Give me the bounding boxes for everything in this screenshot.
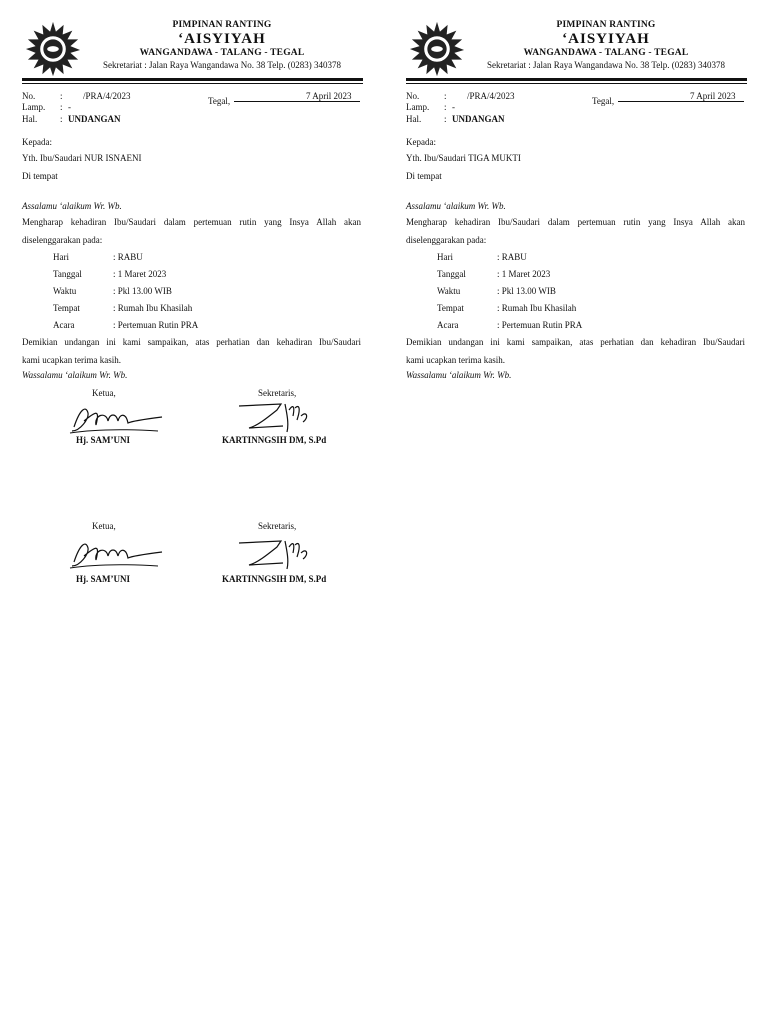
greeting: Assalamu ‘alaikum Wr. Wb. [22,201,122,211]
detail-label-acara: Acara [437,320,459,330]
intro-line2: diselenggarakan pada: [406,235,487,245]
farewell: Wassalamu ‘alaikum Wr. Wb. [22,370,128,380]
intro-line1: Mengharap kehadiran Ibu/Saudari dalam pertemuan rutin yang Insya Allah akan [406,217,745,227]
hal-value: UNDANGAN [68,114,121,124]
sekretaris-title-2: Sekretaris, [258,521,297,531]
ketua-title: Ketua, [92,388,116,398]
hal-label: Hal. [406,114,422,124]
sekretaris-name: KARTINNGSIH DM, S.Pd [222,435,327,445]
detail-label-tempat: Tempat [53,303,80,313]
lamp-value: - [68,102,71,112]
lamp-label: Lamp. [406,102,430,112]
sekretaris-signature-icon [237,400,317,434]
detail-label-tanggal: Tanggal [53,269,82,279]
header-rule-thick [22,78,363,81]
no-label: No. [406,91,420,101]
letter-date: 7 April 2023 [690,91,736,101]
place: Tegal, [208,96,231,106]
detail-value-acara: : Pertemuan Rutin PRA [497,320,583,330]
sekretaris-name-2: KARTINNGSIH DM, S.Pd [222,574,327,584]
org-location: WANGANDAWA - TALANG - TEGAL [523,48,689,58]
sekretaris-title: Sekretaris, [258,388,297,398]
org-address: Sekretariat : Jalan Raya Wangandawa No. 38 Telp. (0283) 340378 [103,60,341,70]
lamp-colon: : [60,102,63,112]
hal-label: Hal. [22,114,38,124]
no-label: No. [22,91,36,101]
detail-label-waktu: Waktu [437,286,461,296]
no-colon: : [60,91,63,101]
lamp-colon: : [444,102,447,112]
detail-value-tempat: : Rumah Ibu Khasilah [497,303,577,313]
place: Tegal, [592,96,615,106]
letter-date: 7 April 2023 [306,91,352,101]
org-name: ‘AISYIYAH [562,31,650,47]
detail-label-tanggal: Tanggal [437,269,466,279]
ketua-name: Hj. SAM’UNI [76,435,130,445]
ketua-title-2: Ketua, [92,521,116,531]
ketua-signature-2-icon [66,538,166,570]
closing-line1: Demikian undangan ini kami sampaikan, atas perhatian dan kehadiran Ibu/Saudari [406,337,745,347]
sekretaris-signature-2-icon [237,537,317,571]
closing-line2: kami ucapkan terima kasih. [22,355,121,365]
di-tempat: Di tempat [406,171,442,181]
di-tempat: Di tempat [22,171,58,181]
detail-label-tempat: Tempat [437,303,464,313]
lamp-label: Lamp. [22,102,46,112]
org-address: Sekretariat : Jalan Raya Wangandawa No. 38 Telp. (0283) 340378 [487,60,725,70]
closing-line2: kami ucapkan terima kasih. [406,355,505,365]
detail-label-hari: Hari [53,252,69,262]
no-value: /PRA/4/2023 [83,91,131,101]
detail-label-acara: Acara [53,320,75,330]
farewell: Wassalamu ‘alaikum Wr. Wb. [406,370,512,380]
date-underline [618,101,744,102]
header-rule-thick [406,78,747,81]
ketua-name-2: Hj. SAM’UNI [76,574,130,584]
detail-value-hari: : RABU [113,252,143,262]
ketua-signature-icon [66,403,166,435]
org-line1: PIMPINAN RANTING [172,20,272,30]
intro-line2: diselenggarakan pada: [22,235,103,245]
detail-label-hari: Hari [437,252,453,262]
closing-line1: Demikian undangan ini kami sampaikan, atas perhatian dan kehadiran Ibu/Saudari [22,337,361,347]
kepada: Kepada: [406,137,436,147]
date-underline [234,101,360,102]
recipient: Yth. Ibu/Saudari TIGA MUKTI [406,153,521,163]
detail-label-waktu: Waktu [53,286,77,296]
kepada: Kepada: [22,137,52,147]
detail-value-waktu: : Pkl 13.00 WIB [113,286,172,296]
hal-colon: : [444,114,447,124]
org-location: WANGANDAWA - TALANG - TEGAL [139,48,305,58]
detail-value-tempat: : Rumah Ibu Khasilah [113,303,193,313]
recipient: Yth. Ibu/Saudari NUR ISNAENI [22,153,142,163]
invitation-letter-left [22,0,374,600]
no-colon: : [444,91,447,101]
detail-value-hari: : RABU [497,252,527,262]
org-name: ‘AISYIYAH [178,31,266,47]
detail-value-waktu: : Pkl 13.00 WIB [497,286,556,296]
hal-colon: : [60,114,63,124]
header-rule-thin [406,83,747,84]
no-value: /PRA/4/2023 [467,91,515,101]
hal-value: UNDANGAN [452,114,505,124]
detail-value-tanggal: : 1 Maret 2023 [497,269,551,279]
detail-value-tanggal: : 1 Maret 2023 [113,269,167,279]
intro-line1: Mengharap kehadiran Ibu/Saudari dalam pertemuan rutin yang Insya Allah akan [22,217,361,227]
detail-value-acara: : Pertemuan Rutin PRA [113,320,199,330]
header-rule-thin [22,83,363,84]
greeting: Assalamu ‘alaikum Wr. Wb. [406,201,506,211]
lamp-value: - [452,102,455,112]
invitation-letter-right [406,0,758,600]
org-line1: PIMPINAN RANTING [556,20,656,30]
